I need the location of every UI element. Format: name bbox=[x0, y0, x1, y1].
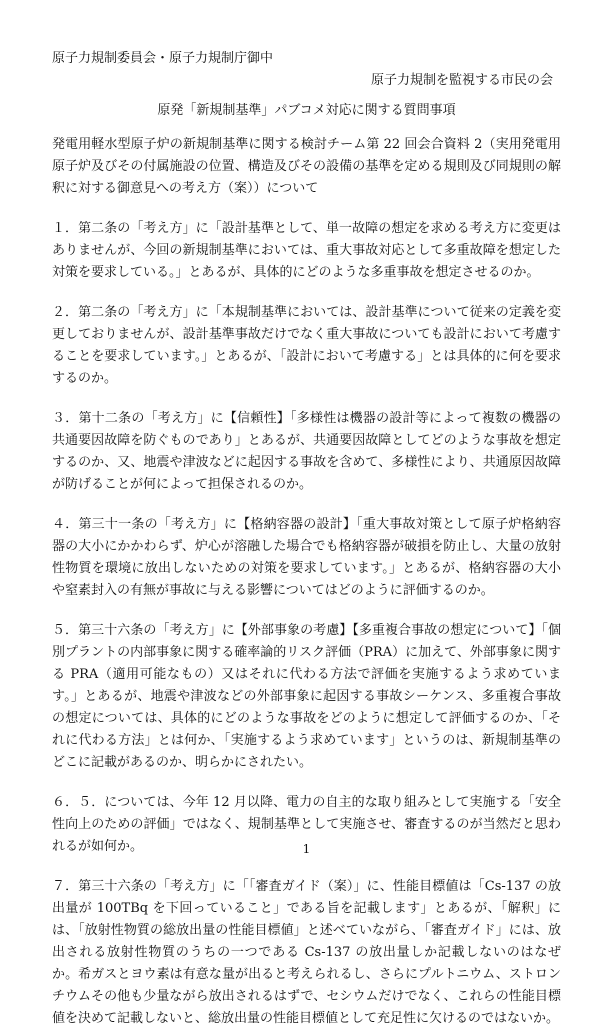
addressee: 原子力規制委員会・原子力規制庁御中 bbox=[52, 51, 274, 66]
question-4: ４．第三十一条の「考え方」に【格納容器の設計】「重大事故対策として原子炉格納容器の大小にかかわらず、炉心が溶融した場合でも格納容器が破損を防止し、大量の放射性物質を環境に放出しないための対策を要求しています。」とあるが、格納容器の大小や窒素封入の有無が事故に与える影響についてはどのように評価するのか。 bbox=[52, 517, 561, 598]
question-2: ２．第二条の「考え方」に「本規制基準においては、設計基準について従来の定義を変更しておりませんが、設計基準事故だけでなく重大事故についても設計において考慮することを要求しています。」とあるが、「設計において考慮する」とは具体的に何を要求するのか。 bbox=[52, 305, 561, 386]
question-7: ７．第三十六条の「考え方」に「「審査ガイド（案）」に、性能目標値は「Cs-137 の放出量が 100TBq を下回っていること」である旨を記載します」とあるが、「解釈」には、「放射性物質の総放出量の性能目標値」と述べていながら、「審査ガイド」には、放出される放射性物質のうちの一つである Cs-137 の放出量しか記載しないのはなぜか。希ガスとヨウ素は有意な量が出ると考えられるし、さらにプルトニウム、ストロンチウムその他も少量ながら放出されるはずで、セシウムだけでなく、これらの性能目標値を決めて記載しないと、総放出量の性能目標値として充足性に欠けるのではないか。 bbox=[52, 879, 561, 1026]
page-number: 1 bbox=[302, 842, 311, 856]
intro-paragraph: 発電用軽水型原子炉の新規制基準に関する検討チーム第 22 回会合資料 2（実用発電用原子炉及びその付属施設の位置、構造及びその設備の基準を定める規則及び同規則の解釈に対する御意見への考え方（案））について bbox=[52, 137, 561, 196]
question-1: １．第二条の「考え方」に「設計基準として、単一故障の想定を求める考え方に変更はありませんが、今回の新規制基準においては、重大事故対応として多重故障を想定した対策を要求している。」とあるが、具体的にどのような多重事故を想定させるのか。 bbox=[52, 221, 561, 280]
question-6: ６．５．については、今年 12 月以降、電力の自主的な取り組みとして実施する「安全性向上のための評価」ではなく、規制基準として実施させ、審査するのが当然だと思われるが如何か。 bbox=[52, 795, 561, 854]
document-title: 原発「新規制基準」パブコメ対応に関する質問事項 bbox=[157, 103, 456, 118]
question-3: ３．第十二条の「考え方」に【信頼性】「多様性は機器の設計等によって複数の機器の共通要因故障を防ぐものであり」とあるが、共通要因故障としてどのような事故を想定するのか、又、地震や津波などに起因する事故を含めて、多様性により、共通原因故障が防げることが何によって担保されるのか。 bbox=[52, 411, 561, 492]
sender: 原子力規制を監視する市民の会 bbox=[370, 73, 553, 88]
question-5: ５．第三十六条の「考え方」に【外部事象の考慮】【多重複合事故の想定について】「個別プラントの内部事象に関する確率論的リスク評価（PRA）に加えて、外部事象に関する PRA（適用可能なもの）又はそれに代わる方法で評価を実施するよう求めています。」とあるが、地震や津波などの外部事象に起因する事故シーケンス、多重複合事故の想定については、具体的にどのような事故をどのように想定して評価するのか、「それに代わる方法」とは何か、「実施するよう求めています」というのは、新規制基準のどこに記載があるのか、明らかにされたい。 bbox=[52, 623, 561, 770]
